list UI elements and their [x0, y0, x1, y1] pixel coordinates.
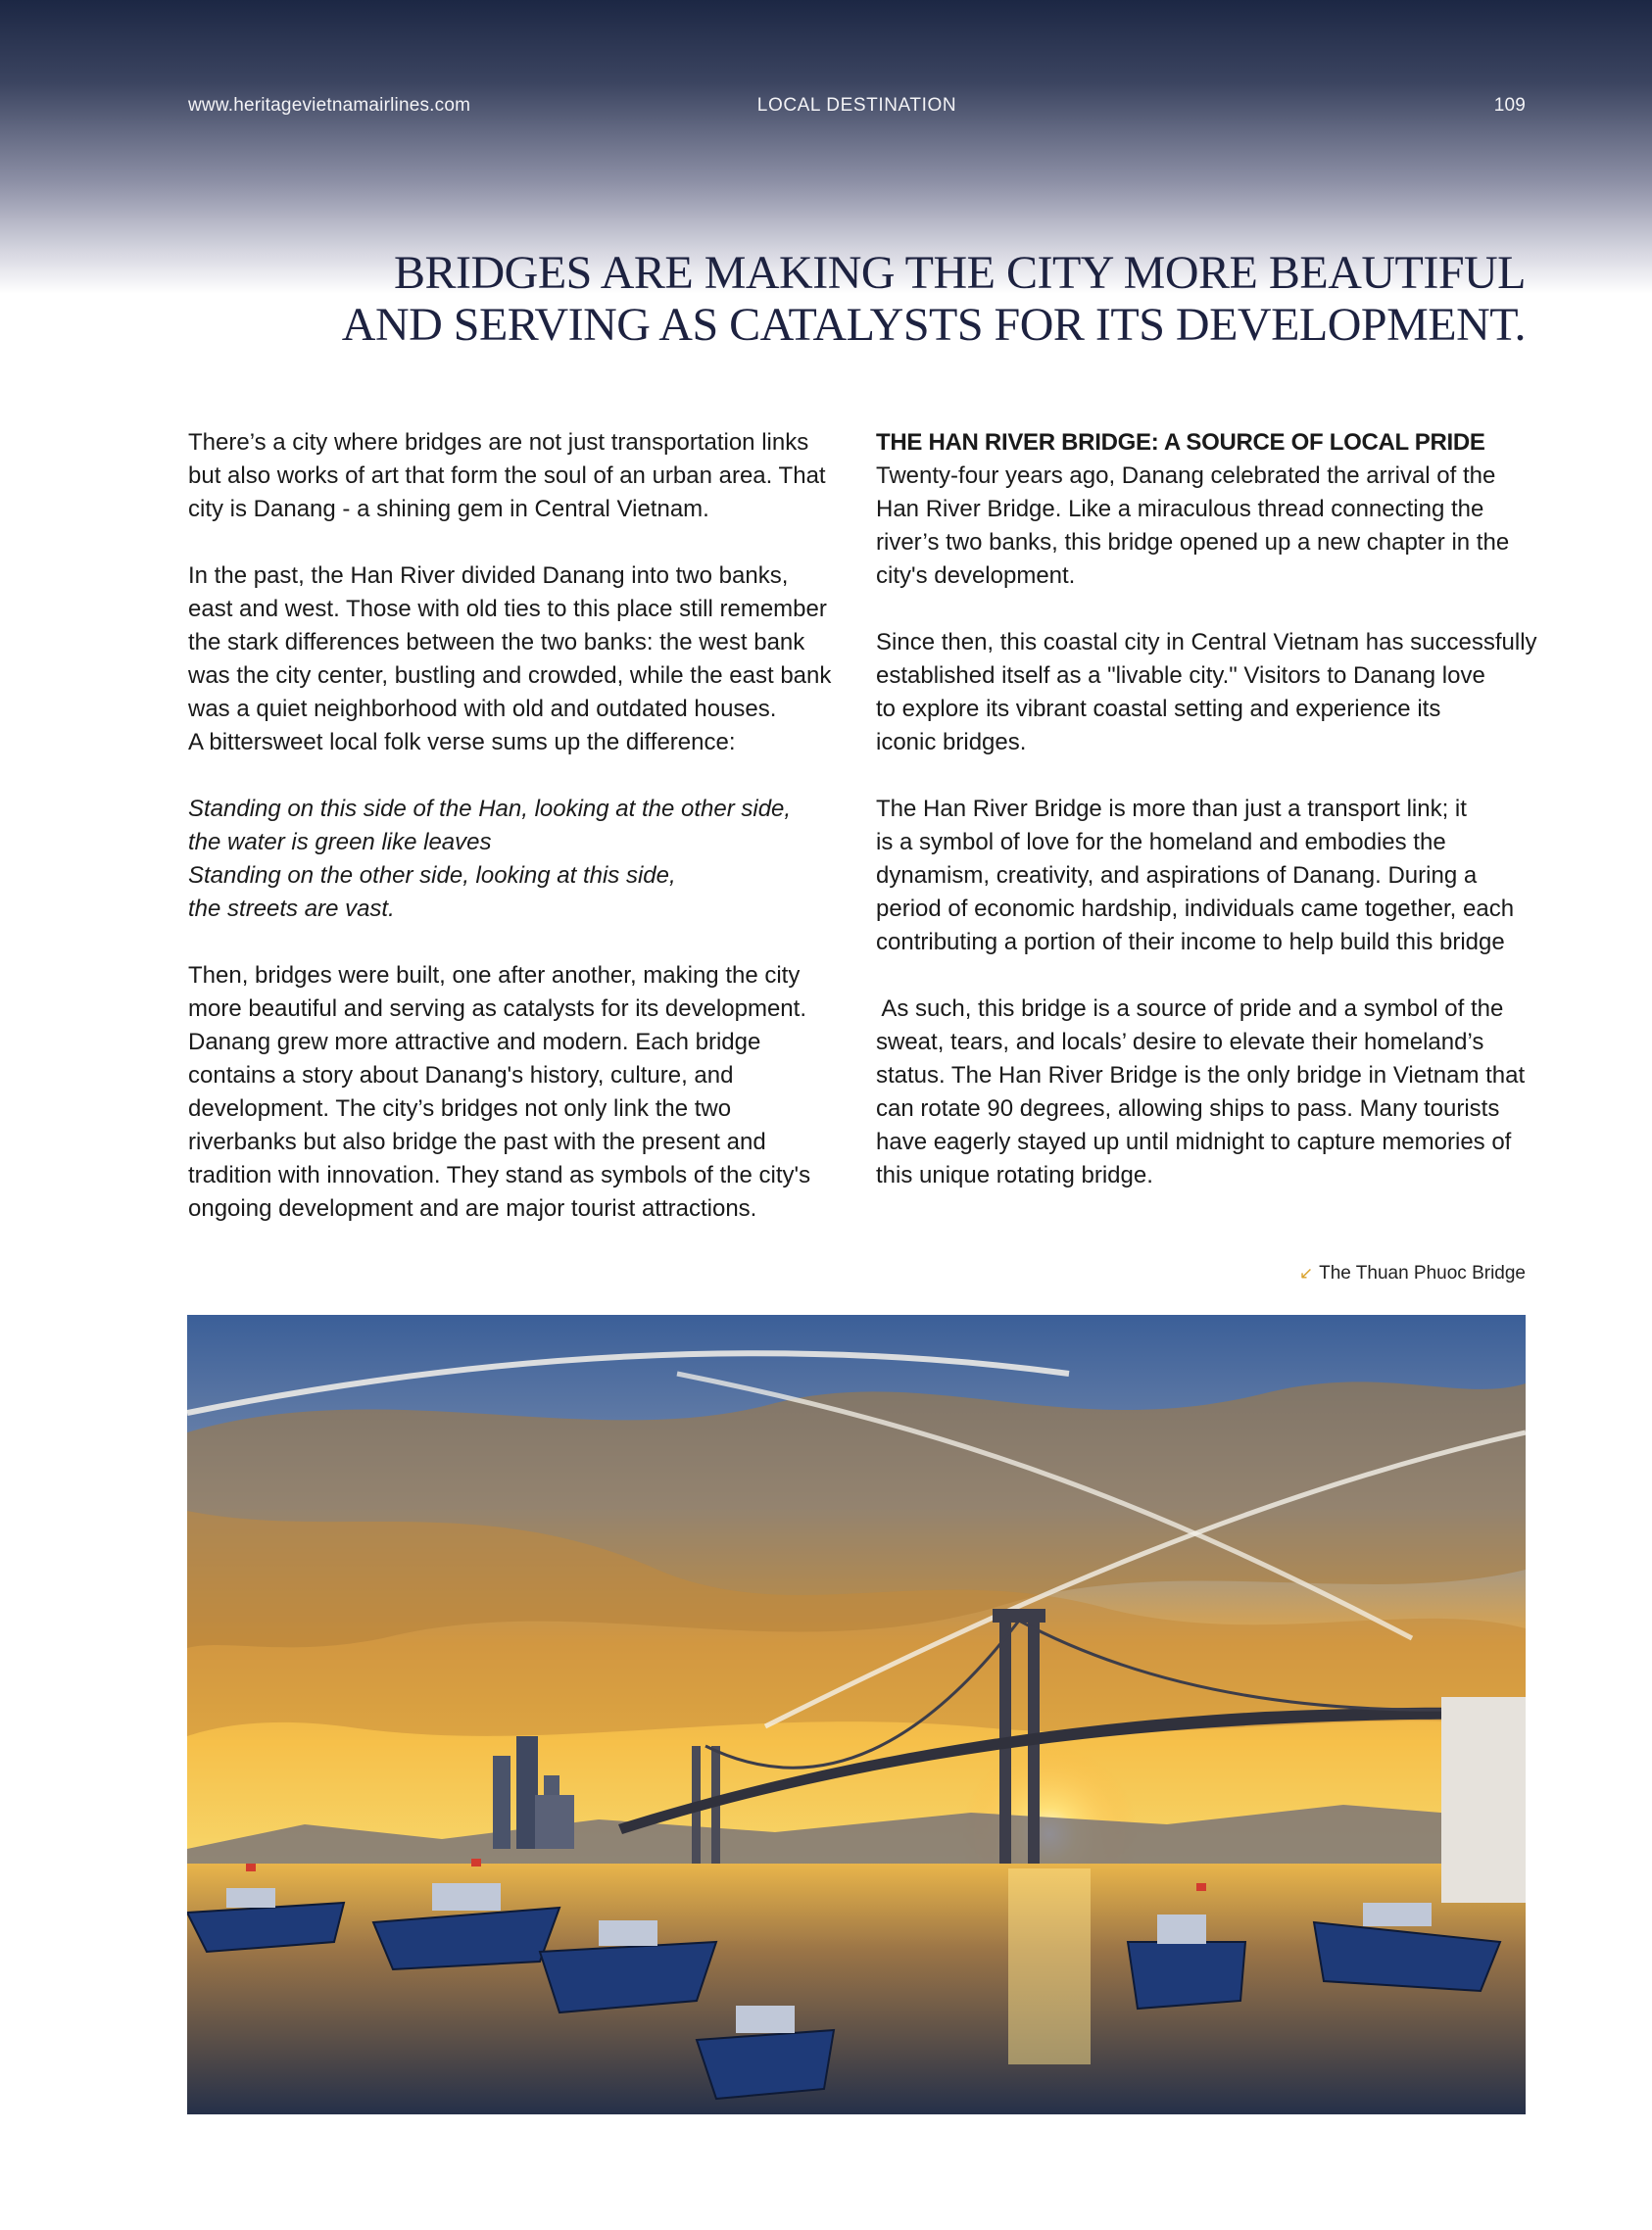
website-url[interactable]: www.heritagevietnamairlines.com — [188, 95, 471, 116]
headline-line-2: AND SERVING AS CATALYSTS FOR ITS DEVELOPMENT. — [341, 299, 1526, 351]
text-line: development. The city’s bridges not only link the two — [188, 1095, 732, 1122]
photo-caption — [1299, 1263, 1526, 1285]
text-line: There’s a city where bridges are not just transportation links — [188, 429, 809, 456]
text-line: Danang grew more attractive and modern. Each bridge — [188, 1029, 761, 1055]
text-line: period of economic hardship, individuals came together, each — [876, 896, 1515, 922]
section-subheading: THE HAN RIVER BRIDGE: A SOURCE OF LOCAL PRIDE — [876, 429, 1485, 456]
article-headline — [252, 247, 1526, 351]
text-line: As such, this bridge is a source of pride and a symbol of the — [876, 995, 1504, 1022]
running-header — [188, 95, 1526, 122]
text-line: the stark differences between the two banks: the west bank — [188, 629, 805, 655]
text-line: have eagerly stayed up until midnight to capture memories of — [876, 1129, 1512, 1155]
text-line: to explore its vibrant coastal setting and experience its — [876, 696, 1441, 722]
bridge-sunset-photo — [187, 1315, 1526, 2114]
text-line: was the city center, bustling and crowded, while the east bank — [188, 662, 832, 689]
text-line: Han River Bridge. Like a miraculous thread connecting the — [876, 496, 1484, 522]
intro-paragraph — [188, 426, 845, 526]
symbol-paragraph — [876, 793, 1542, 959]
text-line: In the past, the Han River divided Danang into two banks, — [188, 562, 789, 589]
text-line: established itself as a "livable city." Visitors to Danang love — [876, 662, 1485, 689]
text-line: was a quiet neighborhood with old and outdated houses. — [188, 696, 777, 722]
verse-line: the streets are vast. — [188, 896, 395, 922]
text-line: ongoing development and are major tourist attractions. — [188, 1195, 757, 1222]
verse-line: Standing on this side of the Han, looking at the other side, — [188, 796, 792, 822]
text-line: riverbanks but also bridge the past with the present and — [188, 1129, 766, 1155]
livable-city-paragraph — [876, 626, 1542, 759]
text-line: The Han River Bridge is more than just a transport link; it — [876, 796, 1467, 822]
history-paragraph — [188, 559, 845, 759]
arrow-down-left-icon: ↙ — [1298, 1264, 1314, 1283]
text-line: river’s two banks, this bridge opened up a new chapter in the — [876, 529, 1510, 556]
right-text-column — [876, 426, 1542, 1226]
rotating-bridge-paragraph — [876, 993, 1542, 1192]
text-line: city is Danang - a shining gem in Central Vietnam. — [188, 496, 709, 522]
folk-verse — [188, 793, 845, 926]
text-line: iconic bridges. — [876, 729, 1027, 755]
text-line: tradition with innovation. They stand as symbols of the city's — [188, 1162, 811, 1188]
text-line: Then, bridges were built, one after another, making the city — [188, 962, 801, 989]
headline-line-1: BRIDGES ARE MAKING THE CITY MORE BEAUTIFUL — [394, 247, 1526, 299]
text-line: sweat, tears, and locals’ desire to elevate their homeland’s — [876, 1029, 1484, 1055]
text-line: but also works of art that form the soul of an urban area. That — [188, 462, 826, 489]
verse-line: Standing on the other side, looking at this side, — [188, 862, 676, 889]
text-line: more beautiful and serving as catalysts for its development. — [188, 995, 806, 1022]
page-number: 109 — [1493, 95, 1526, 116]
text-line: contributing a portion of their income to help build this bridge — [876, 929, 1505, 955]
text-line: contains a story about Danang's history, culture, and — [188, 1062, 734, 1089]
han-river-section-intro — [876, 426, 1542, 593]
text-line: dynamism, creativity, and aspirations of Danang. During a — [876, 862, 1478, 889]
verse-line: the water is green like leaves — [188, 829, 492, 855]
text-line: can rotate 90 degrees, allowing ships to pass. Many tourists — [876, 1095, 1500, 1122]
text-line: Twenty-four years ago, Danang celebrated the arrival of the — [876, 462, 1496, 489]
caption-text: The Thuan Phuoc Bridge — [1319, 1263, 1526, 1284]
text-line: this unique rotating bridge. — [876, 1162, 1153, 1188]
text-line: is a symbol of love for the homeland and embodies the — [876, 829, 1446, 855]
text-line: city's development. — [876, 562, 1076, 589]
text-line: east and west. Those with old ties to this place still remember — [188, 596, 827, 622]
left-text-column — [188, 426, 845, 1259]
text-line: Since then, this coastal city in Central Vietnam has successfully — [876, 629, 1537, 655]
photo-illustration — [187, 1315, 1526, 2114]
text-line: A bittersweet local folk verse sums up the difference: — [188, 729, 736, 755]
text-line: status. The Han River Bridge is the only bridge in Vietnam that — [876, 1062, 1526, 1089]
section-label: LOCAL DESTINATION — [756, 95, 957, 116]
bridges-paragraph — [188, 959, 845, 1226]
